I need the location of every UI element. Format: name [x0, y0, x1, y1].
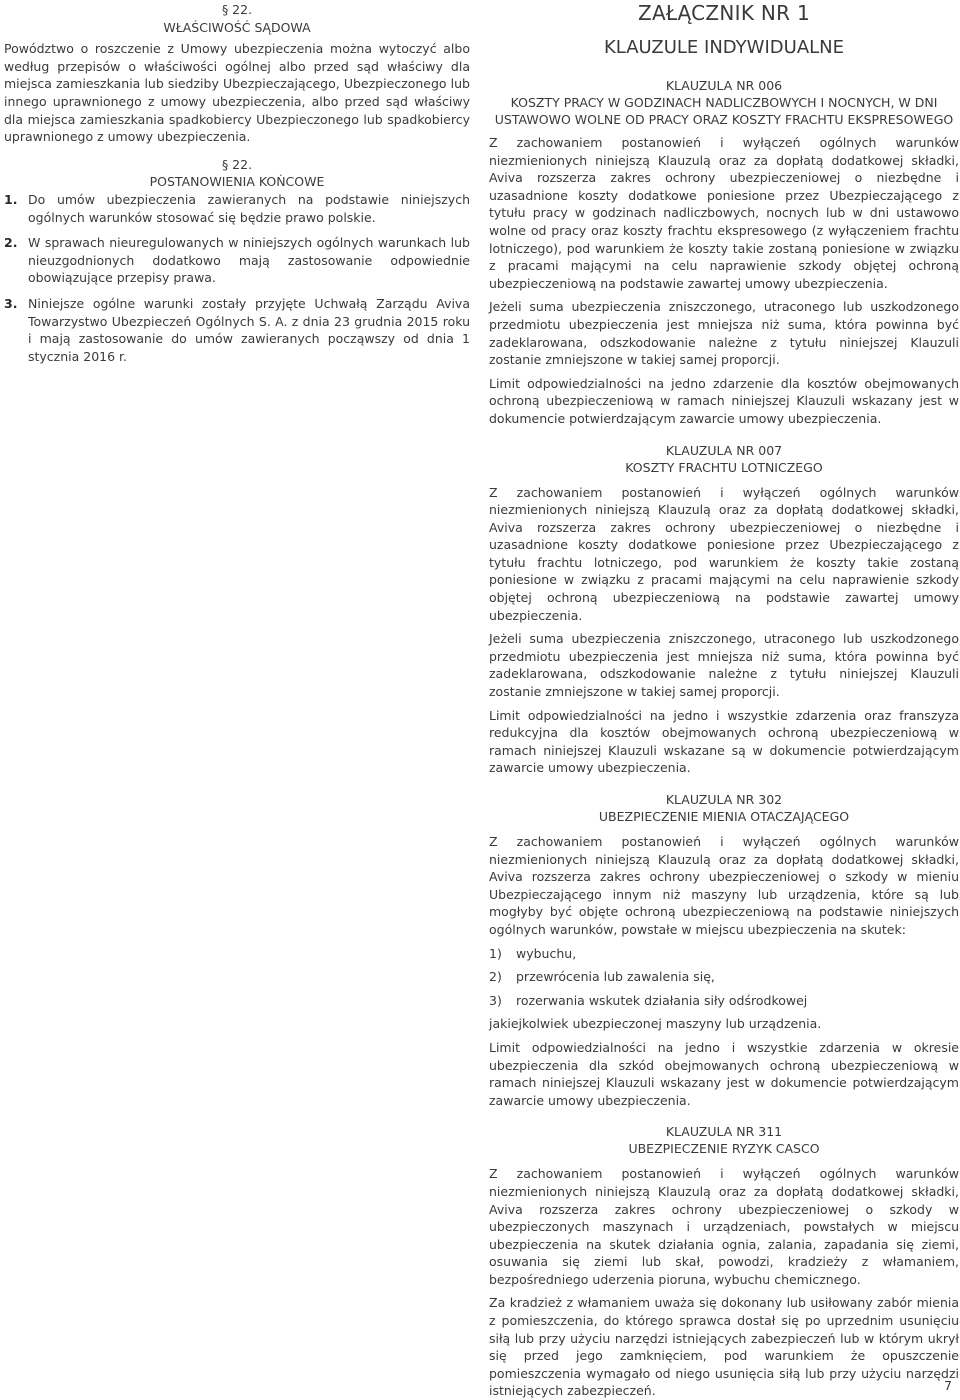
clause-paragraph: Jeżeli suma ubezpieczenia zniszczonego, utraconego lub uszkodzonego przedmiotu ubezpieczenia jest mniejsza niż suma, która powinna być zadeklarowana, odszkodowanie należne z tytułu niniejszej Klauzuli zostanie zmniejszone w takiej samej proporcji.	[489, 631, 959, 700]
clause-paragraph: Z zachowaniem postanowień i wyłączeń ogólnych warunków niezmienionych niniejszą Klauzulą oraz za dopłatą dodatkowej składki, Aviva rozszerza zakres ochrony ubezpieczeniowej o szkody w mieniu Ubezpieczającego innym niż maszyny lub urządzenia, które są lub mogłyby być objęte ochroną ubezpieczeniową na podstawie niniejszych ogólnych warunków, powstałe w miejscu ubezpieczenia na skutek:	[489, 834, 959, 937]
clause-paragraph: Z zachowaniem postanowień i wyłączeń ogólnych warunków niezmienionych niniejszą Klauzulą oraz za dopłatą dodatkowej składki, Aviva rozszerza zakres ochrony ubezpieczeniowej o szkody w ubezpieczonych maszynach i urządzeniach, powstałych w miejscu ubezpieczenia na skutek działania ognia, zalania, zapadania się ziemi, osuwania się ziemi lub skał, powodzi, kradzieży z włamaniem, bezpośredniego uderzenia pioruna, wybuchu chemicznego.	[489, 1166, 959, 1287]
list-item: 1. Do umów ubezpieczenia zawieranych na podstawie niniejszych ogólnych warunków stosować się będzie prawo polskie.	[4, 191, 470, 225]
clause-paragraph: Jeżeli suma ubezpieczenia zniszczonego, utraconego lub uszkodzonego przedmiotu ubezpieczenia jest mniejsza niż suma, która powinna być zadeklarowana, odszkodowanie należne z tytułu niniejszej Klauzuli zostanie zmniejszone w takiej samej proporcji.	[489, 299, 959, 368]
section-paragraph: Powództwo o roszczenie z Umowy ubezpieczenia można wytoczyć albo według przepisów o właściwości ogólnej albo przed sąd właściwy dla miejsca zamieszkania lub siedziby Ubezpieczającego, Ubezpieczonego lub innego uprawnionego z umowy ubezpieczenia, albo przed sąd właściwy dla miejsca zamieszkania spadkobiercy Ubezpieczonego lub spadkobiercy uprawnionego z umowy ubezpieczenia.	[4, 41, 470, 145]
right-column	[489, 0, 959, 1400]
annex-title: ZAŁĄCZNIK NR 1	[637, 1, 811, 25]
clause-title: KLAUZULA NR 007	[665, 442, 783, 458]
damage-causes-list	[489, 945, 959, 1010]
list-item: 2) przewrócenia lub zawalenia się,	[489, 969, 715, 985]
clause-paragraph: Limit odpowiedzialności na jedno zdarzenie dla kosztów obejmowanych ochroną ubezpieczeniową w ramach niniejszej Klauzuli wskazany jest w dokumencie potwierdzającym zawarcie umowy ubezpieczenia.	[489, 375, 959, 426]
left-column	[4, 0, 470, 365]
clause-title: KLAUZULA NR 311	[665, 1124, 783, 1140]
clause-title: KLAUZULA NR 006	[665, 78, 783, 93]
clause-subtitle: KOSZTY PRACY W GODZINACH NADLICZBOWYCH I NOCNYCH, W DNI USTAWOWO WOLNE OD PRACY ORAZ KOSZTY FRACHTU EKSPRESOWEGO	[494, 95, 954, 127]
list-item: 1) wybuchu,	[489, 945, 577, 961]
section-number: § 22.	[221, 2, 253, 17]
clause-paragraph: Za kradzież z włamaniem uważa się dokonany lub usiłowany zabór mienia z pomieszczenia, do którego sprawca dostał się po uprzednim usunięciu siłą lub przy użyciu narzędzi istniejących zabezpieczeń lub w którym ukrył się przed jego zamknięciem, pod warunkiem że opuszczenie pomieszczenia wymagało od niego usunięcia siłą lub przy użyciu narzędzi istniejących zabezpieczeń.	[489, 1295, 959, 1399]
clause-paragraph: Limit odpowiedzialności na jedno i wszystkie zdarzenia oraz franszyza redukcyjna dla kosztów obejmowanych ochroną ubezpieczeniową w ramach niniejszej Klauzuli wskazane są w dokumencie potwierdzającym zawarcie umowy ubezpieczenia.	[489, 707, 959, 776]
clause-paragraph: jakiejkolwiek ubezpieczonej maszyny lub urządzenia.	[489, 1016, 822, 1032]
clause-title: KLAUZULA NR 302	[665, 792, 783, 807]
list-item: 3. Niniejsze ogólne warunki zostały przyjęte Uchwałą Zarządu Aviva Towarzystwo Ubezpieczeń Ogólnych S. A. z dnia 23 grudnia 2015 roku i mają zastosowanie do umów zawieranych począwszy od dnia 1 stycznia 2016 r.	[4, 295, 470, 364]
section-title: POSTANOWIENIA KOŃCOWE	[149, 174, 325, 190]
clause-subtitle: UBEZPIECZENIE MIENIA OTACZAJĄCEGO	[598, 809, 850, 824]
clause-paragraph: Z zachowaniem postanowień i wyłączeń ogólnych warunków niezmienionych niniejszą Klauzulą oraz za dopłatą dodatkowej składki, Aviva rozszerza zakres ochrony ubezpieczeniowej o niezbędne i uzasadnione koszty dodatkowe poniesione przez Ubezpieczającego z tytułu pracy w godzinach nadliczbowych, nocnych lub w dni ustawowo wolne od pracy oraz koszty frachtu ekspresowego (z wyłączeniem frachtu lotniczego), pod warunkiem że koszty takie zostaną poniesione w związku z pracami mającymi na celu naprawienie szkody objętej ochroną ubezpieczeniową na podstawie zawartej umowy ubezpieczenia.	[489, 135, 959, 291]
final-provisions-list	[4, 191, 470, 365]
clause-subtitle: KOSZTY FRACHTU LOTNICZEGO	[625, 459, 823, 475]
clause-paragraph: Z zachowaniem postanowień i wyłączeń ogólnych warunków niezmienionych niniejszą Klauzulą oraz za dopłatą dodatkowej składki, Aviva rozszerza zakres ochrony ubezpieczeniowej o niezbędne i uzasadnione koszty dodatkowe poniesione przez Ubezpieczającego z tytułu frachtu lotniczego, pod warunkiem że koszty takie zostaną poniesione w związku z pracami mającymi na celu naprawienie szkody objętej ochroną ubezpieczeniową na podstawie zawartej umowy ubezpieczenia.	[489, 484, 959, 623]
section-number: § 22.	[221, 156, 253, 172]
page-number: 7	[944, 1378, 952, 1393]
clause-subtitle: UBEZPIECZENIE RYZYK CASCO	[628, 1141, 820, 1157]
list-item: 3) rozerwania wskutek działania siły odśrodkowej	[489, 992, 808, 1008]
list-item: 2. W sprawach nieuregulowanych w niniejszych ogólnych warunkach lub nieuzgodnionych dodatkowo mają zastosowanie odpowiednie obowiązujące przepisy prawa.	[4, 235, 470, 286]
clause-paragraph: Limit odpowiedzialności na jedno i wszystkie zdarzenia w okresie ubezpieczenia dla szkód obejmowanych ochroną ubezpieczeniową w ramach niniejszej Klauzuli wskazany jest w dokumencie potwierdzającym zawarcie umowy ubezpieczenia.	[489, 1039, 959, 1108]
section-title: WŁAŚCIWOŚĆ SĄDOWA	[163, 19, 311, 35]
annex-subtitle: KLAUZULE INDYWIDUALNE	[603, 37, 844, 58]
